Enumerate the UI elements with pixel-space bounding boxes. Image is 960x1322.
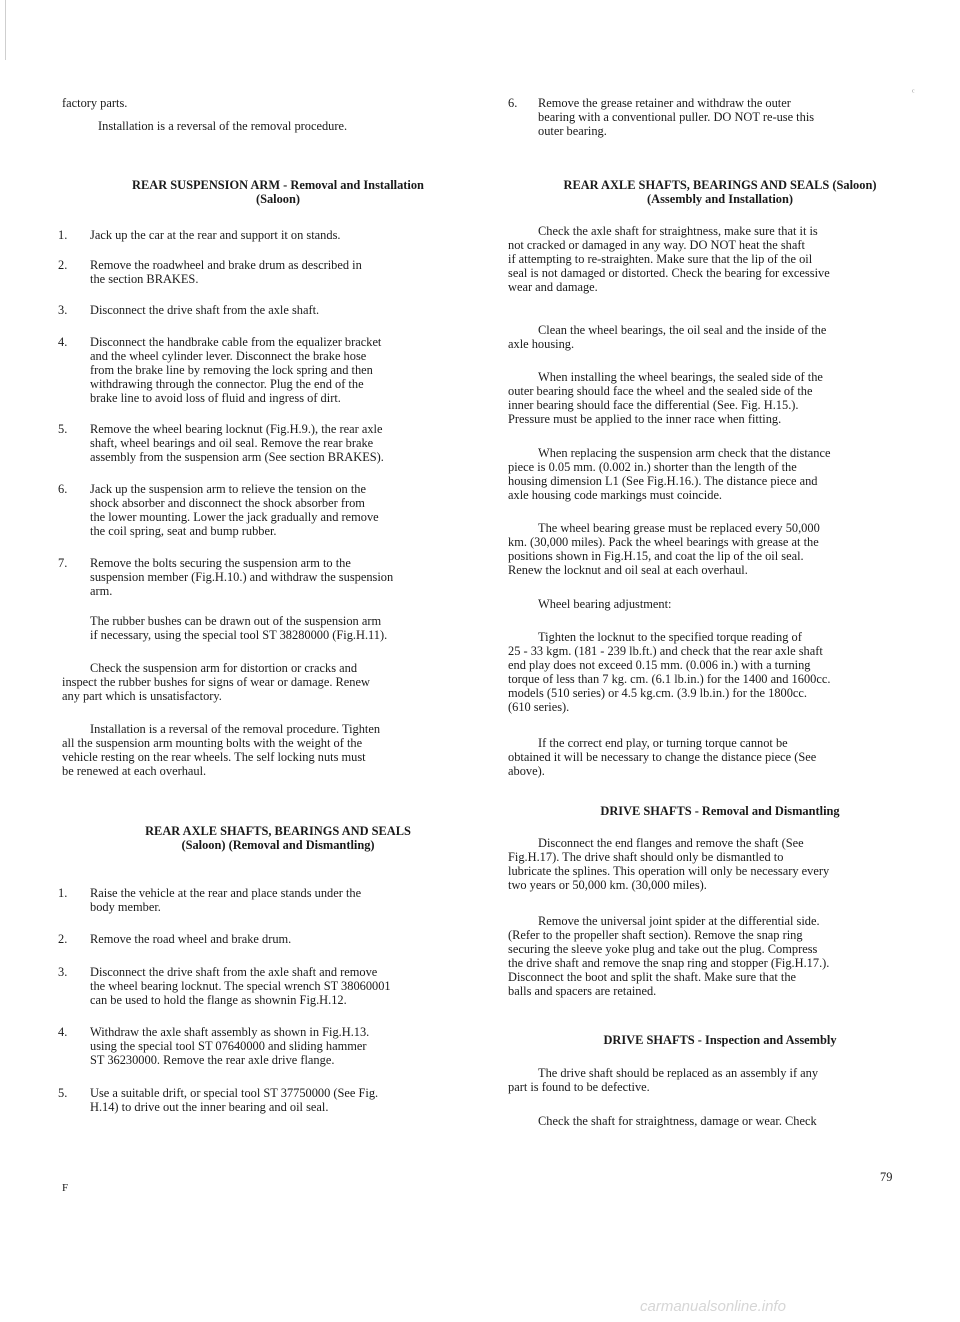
step-line: Remove the road wheel and brake drum. <box>90 932 292 946</box>
step-number: 1. <box>58 228 68 242</box>
step-number: 4. <box>58 1025 68 1039</box>
section-heading: (Saloon) (Removal and Dismantling) <box>181 838 375 852</box>
paragraph-line: The wheel bearing grease must be replaced every 50,000 <box>538 521 820 535</box>
step-number: 5. <box>58 422 68 436</box>
step-line: brake line to avoid loss of fluid and ingress of dirt. <box>90 391 341 405</box>
section-heading: (Assembly and Installation) <box>647 192 793 206</box>
paragraph-line: 25 - 33 kgm. (181 - 239 lb.ft.) and check that the rear axle shaft <box>508 644 823 658</box>
paragraph-line: seal is not damaged or distorted. Check the bearing for excessive <box>508 266 830 280</box>
paragraph-line: vehicle resting on the rear wheels. The self locking nuts must <box>62 750 366 764</box>
paragraph-line: inner bearing should face the differential (See. Fig. H.15.). <box>508 398 799 412</box>
step-line: from the brake line by removing the lock spring and then <box>90 363 373 377</box>
paragraph-line: The drive shaft should be replaced as an assembly if any <box>538 1066 819 1080</box>
paragraph-line: Tighten the locknut to the specified torque reading of <box>538 630 802 644</box>
step-line: Jack up the suspension arm to relieve the tension on the <box>90 482 366 496</box>
paragraph-line: When installing the wheel bearings, the sealed side of the <box>538 370 823 384</box>
step-line: using the special tool ST 07640000 and sliding hammer <box>90 1039 367 1053</box>
paragraph-line: obtained it will be necessary to change the distance piece (See <box>508 750 817 764</box>
step-line: the coil spring, seat and bump rubber. <box>90 524 277 538</box>
step-number: 3. <box>58 965 68 979</box>
paragraph-line: km. (30,000 miles). Pack the wheel bearings with grease at the <box>508 535 819 549</box>
paragraph-line: housing dimension L1 (See Fig.H.16.). The distance piece and <box>508 474 818 488</box>
paragraph-line: two years or 50,000 km. (30,000 miles). <box>508 878 707 892</box>
step-line: Remove the roadwheel and brake drum as described in <box>90 258 362 272</box>
watermark: carmanualsonline.info <box>640 1298 786 1315</box>
paragraph-line: if necessary, using the special tool ST 38280000 (Fig.H.11). <box>90 628 388 642</box>
paragraph-line: (610 series). <box>508 700 570 714</box>
paragraph-line: torque of less than 7 kg. cm. (6.1 lb.in.) for the 1400 and 1600cc. <box>508 672 831 686</box>
paragraph-line: axle housing code markings must coincide. <box>508 488 723 502</box>
step-line: Remove the grease retainer and withdraw the outer <box>538 96 791 110</box>
paragraph-line: the drive shaft and remove the snap ring and stopper (Fig.H.17.). <box>508 956 830 970</box>
step-line: shock absorber and disconnect the shock absorber from <box>90 496 365 510</box>
paragraph-line: above). <box>508 764 545 778</box>
section-heading: REAR AXLE SHAFTS, BEARINGS AND SEALS <box>145 824 411 838</box>
paragraph-line: Renew the locknut and oil seal at each overhaul. <box>508 563 748 577</box>
step-line: body member. <box>90 900 161 914</box>
paragraph-line: (Refer to the propeller shaft section). Remove the snap ring <box>508 928 803 942</box>
paragraph-line: outer bearing should face the wheel and the sealed side of the <box>508 384 813 398</box>
paragraph-line: Fig.H.17). The drive shaft should only be dismantled to <box>508 850 784 864</box>
step-number: 6. <box>58 482 68 496</box>
paragraph-line: Disconnect the end flanges and remove the shaft (See <box>538 836 804 850</box>
paragraph-line: be renewed at each overhaul. <box>62 764 207 778</box>
step-line: Remove the wheel bearing locknut (Fig.H.9.), the rear axle <box>90 422 383 436</box>
step-number: 6. <box>508 96 518 110</box>
intro-line: factory parts. <box>62 96 128 110</box>
step-line: Withdraw the axle shaft assembly as shown in Fig.H.13. <box>90 1025 370 1039</box>
step-number: 2. <box>58 932 68 946</box>
paragraph-line: wear and damage. <box>508 280 598 294</box>
section-heading: DRIVE SHAFTS - Removal and Dismantling <box>600 804 840 818</box>
step-number: 5. <box>58 1086 68 1100</box>
paragraph-line: securing the sleeve yoke plug and take out the plug. Compress <box>508 942 818 956</box>
section-heading: REAR AXLE SHAFTS, BEARINGS AND SEALS (Saloon) <box>563 178 877 192</box>
step-line: arm. <box>90 584 113 598</box>
paragraph-line: The rubber bushes can be drawn out of the suspension arm <box>90 614 382 628</box>
paragraph-line: not cracked or damaged in any way. DO NOT heat the shaft <box>508 238 805 252</box>
step-line: Raise the vehicle at the rear and place stands under the <box>90 886 362 900</box>
paragraph-line: balls and spacers are retained. <box>508 984 657 998</box>
paragraph-line: When replacing the suspension arm check that the distance <box>538 446 831 460</box>
paragraph-line: if attempting to re-straighten. Make sure that the lip of the oil <box>508 252 813 266</box>
step-line: the wheel bearing locknut. The special wrench ST 38060001 <box>90 979 391 993</box>
step-number: 7. <box>58 556 68 570</box>
step-line: Remove the bolts securing the suspension arm to the <box>90 556 351 570</box>
paragraph-line: Clean the wheel bearings, the oil seal and the inside of the <box>538 323 827 337</box>
step-line: H.14) to drive out the inner bearing and oil seal. <box>90 1100 329 1114</box>
paragraph-line: part is found to be defective. <box>508 1080 650 1094</box>
step-number: 4. <box>58 335 68 349</box>
paragraph-line: piece is 0.05 mm. (0.002 in.) shorter than the length of the <box>508 460 797 474</box>
step-line: withdrawing through the connector. Plug the end of the <box>90 377 364 391</box>
step-line: shaft, wheel bearings and oil seal. Remove the rear brake <box>90 436 374 450</box>
paragraph-line: all the suspension arm mounting bolts with the weight of the <box>62 736 363 750</box>
paragraph-line: Wheel bearing adjustment: <box>538 597 672 611</box>
paragraph-line: Pressure must be applied to the inner race when fitting. <box>508 412 782 426</box>
step-line: Disconnect the drive shaft from the axle shaft and remove <box>90 965 378 979</box>
step-line: assembly from the suspension arm (See section BRAKES). <box>90 450 384 464</box>
step-line: and the wheel cylinder lever. Disconnect the brake hose <box>90 349 367 363</box>
step-number: 2. <box>58 258 68 272</box>
section-heading: REAR SUSPENSION ARM - Removal and Installation <box>132 178 424 192</box>
step-line: Disconnect the handbrake cable from the equalizer bracket <box>90 335 382 349</box>
paragraph-line: Check the suspension arm for distortion or cracks and <box>90 661 358 675</box>
step-line: the lower mounting. Lower the jack gradually and remove <box>90 510 379 524</box>
step-line: can be used to hold the flange as shownin Fig.H.12. <box>90 993 347 1007</box>
section-heading: (Saloon) <box>255 192 301 206</box>
paragraph-line: models (510 series) or 4.5 kg.cm. (3.9 lb.in.) for the 1800cc. <box>508 686 808 700</box>
page-number: 79 <box>880 1170 893 1184</box>
step-line: Jack up the car at the rear and support it on stands. <box>90 228 341 242</box>
scan-edge <box>5 0 6 60</box>
step-line: Disconnect the drive shaft from the axle shaft. <box>90 303 320 317</box>
paragraph-line: inspect the rubber bushes for signs of wear or damage. Renew <box>62 675 370 689</box>
paragraph-line: Installation is a reversal of the removal procedure. Tighten <box>90 722 381 736</box>
step-line: ST 36230000. Remove the rear axle drive flange. <box>90 1053 335 1067</box>
step-line: the section BRAKES. <box>90 272 199 286</box>
paragraph-line: end play does not exceed 0.15 mm. (0.006 in.) with a turning <box>508 658 811 672</box>
paragraph-line: any part which is unsatisfactory. <box>62 689 222 703</box>
footer-letter: F <box>62 1182 69 1194</box>
step-number: 1. <box>58 886 68 900</box>
paragraph-line: lubricate the splines. This operation will only be necessary every <box>508 864 830 878</box>
paragraph-line: axle housing. <box>508 337 575 351</box>
paragraph-line: Disconnect the boot and split the shaft. Make sure that the <box>508 970 797 984</box>
step-line: Use a suitable drift, or special tool ST 37750000 (See Fig. <box>90 1086 379 1100</box>
paragraph-line: Remove the universal joint spider at the differential side. <box>538 914 820 928</box>
section-heading: DRIVE SHAFTS - Inspection and Assembly <box>603 1033 837 1047</box>
intro-line: Installation is a reversal of the removal procedure. <box>98 119 348 133</box>
paragraph-line: Check the shaft for straightness, damage or wear. Check <box>538 1114 817 1128</box>
paragraph-line: If the correct end play, or turning torque cannot be <box>538 736 788 750</box>
step-number: 3. <box>58 303 68 317</box>
paragraph-line: positions shown in Fig.H.15, and coat the lip of the oil seal. <box>508 549 804 563</box>
step-line: outer bearing. <box>538 124 607 138</box>
step-line: suspension member (Fig.H.10.) and withdraw the suspension <box>90 570 394 584</box>
step-line: bearing with a conventional puller. DO NOT re-use this <box>538 110 815 124</box>
scan-speck: ᶜ <box>912 87 915 98</box>
paragraph-line: Check the axle shaft for straightness, make sure that it is <box>538 224 818 238</box>
